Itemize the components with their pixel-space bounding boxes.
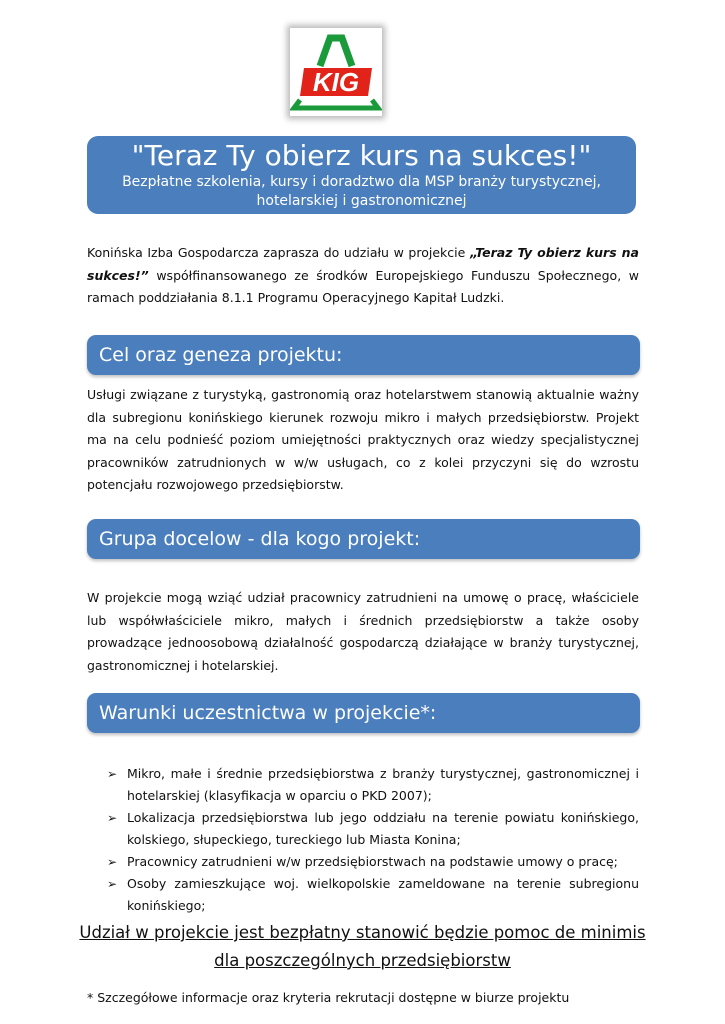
page-subtitle: Bezpłatne szkolenia, kursy i doradztwo dla MSP branży turystycznej, hotelarskiej i gastronomicznej	[122, 174, 601, 209]
intro-text-2: współfinansowanego ze środków Europejskiego Funduszu Społecznego, w ramach poddziałania 8.1.1 Programu Operacyjnego Kapitał Ludzki.	[87, 267, 639, 305]
footnote: * Szczegółowe informacje oraz kryteria rekrutacji dostępne w biurze projektu	[87, 990, 570, 1005]
section-heading-conditions: Warunki uczestnictwa w projekcie*:	[87, 693, 640, 733]
list-item-text: Pracownicy zatrudnieni w/w przedsiębiorstwach na podstawie umowy o pracę;	[127, 854, 618, 869]
list-item	[87, 851, 639, 873]
bullet-arrow-icon: ➢	[107, 811, 118, 825]
list-item	[87, 807, 639, 851]
kig-logo-text: KIG	[312, 67, 360, 97]
conditions-list	[87, 763, 639, 917]
list-item	[87, 873, 639, 917]
bullet-arrow-icon: ➢	[107, 877, 118, 891]
intro-paragraph	[87, 242, 639, 310]
title-banner	[87, 136, 636, 214]
free-participation-notice	[60, 919, 665, 975]
page-title: "Teraz Ty obierz kurs na sukces!"	[131, 139, 592, 172]
kig-logo	[290, 28, 382, 116]
section-heading-target-group: Grupa docelow - dla kogo projekt:	[87, 519, 640, 559]
list-item-text: Lokalizacja przedsiębiorstwa lub jego oddziału na terenie powiatu konińskiego, kolskiego, słupeckiego, tureckiego lub Miasta Konina;	[127, 810, 639, 847]
kig-logo-graphic	[290, 28, 382, 116]
list-item	[87, 763, 639, 807]
section-text-target-group: W projekcie mogą wziąć udział pracownicy zatrudnieni na umowę o pracę, właściciele lub współwłaściciele mikro, małych i średnich przedsiębiorstw a także osoby prowadzące jednoosobową działalność gospodarczą działające w branży turystycznej, gastronomicznej i hotelarskiej.	[87, 590, 639, 673]
list-item-text: Mikro, małe i średnie przedsiębiorstwa z branży turystycznej, gastronomicznej i hotelarskiej (klasyfikacja w oparciu o PKD 2007);	[127, 766, 639, 803]
bullet-arrow-icon: ➢	[107, 855, 118, 869]
project-name: „Teraz Ty obierz kurs na sukces!”	[87, 245, 639, 283]
intro-text-1: Konińska Izba Gospodarcza zaprasza do udziału w projekcie	[87, 245, 470, 260]
list-item-text: Osoby zamieszkujące woj. wielkopolskie zameldowane na terenie subregionu konińskiego;	[127, 876, 639, 913]
section-heading-goal: Cel oraz geneza projektu:	[87, 335, 640, 375]
notice-line-1: Udział w projekcie jest bezpłatny stanowić będzie pomoc de minimis	[79, 923, 646, 942]
section-text-goal: Usługi związane z turystyką, gastronomią oraz hotelarstwem stanowią aktualnie ważny dla subregionu konińskiego kierunek rozwoju mikro i małych przedsiębiorstw. Projekt ma na celu podnieść poziom umiejętności praktycznych oraz wiedzy specjalistycznej pracowników zatrudnionych w w/w usługach, co z kolei przyczyni się do wzrostu potencjału rozwojowego przedsiębiorstw.	[87, 387, 639, 492]
bullet-arrow-icon: ➢	[107, 767, 118, 781]
notice-line-2: dla poszczególnych przedsiębiorstw	[214, 951, 511, 970]
